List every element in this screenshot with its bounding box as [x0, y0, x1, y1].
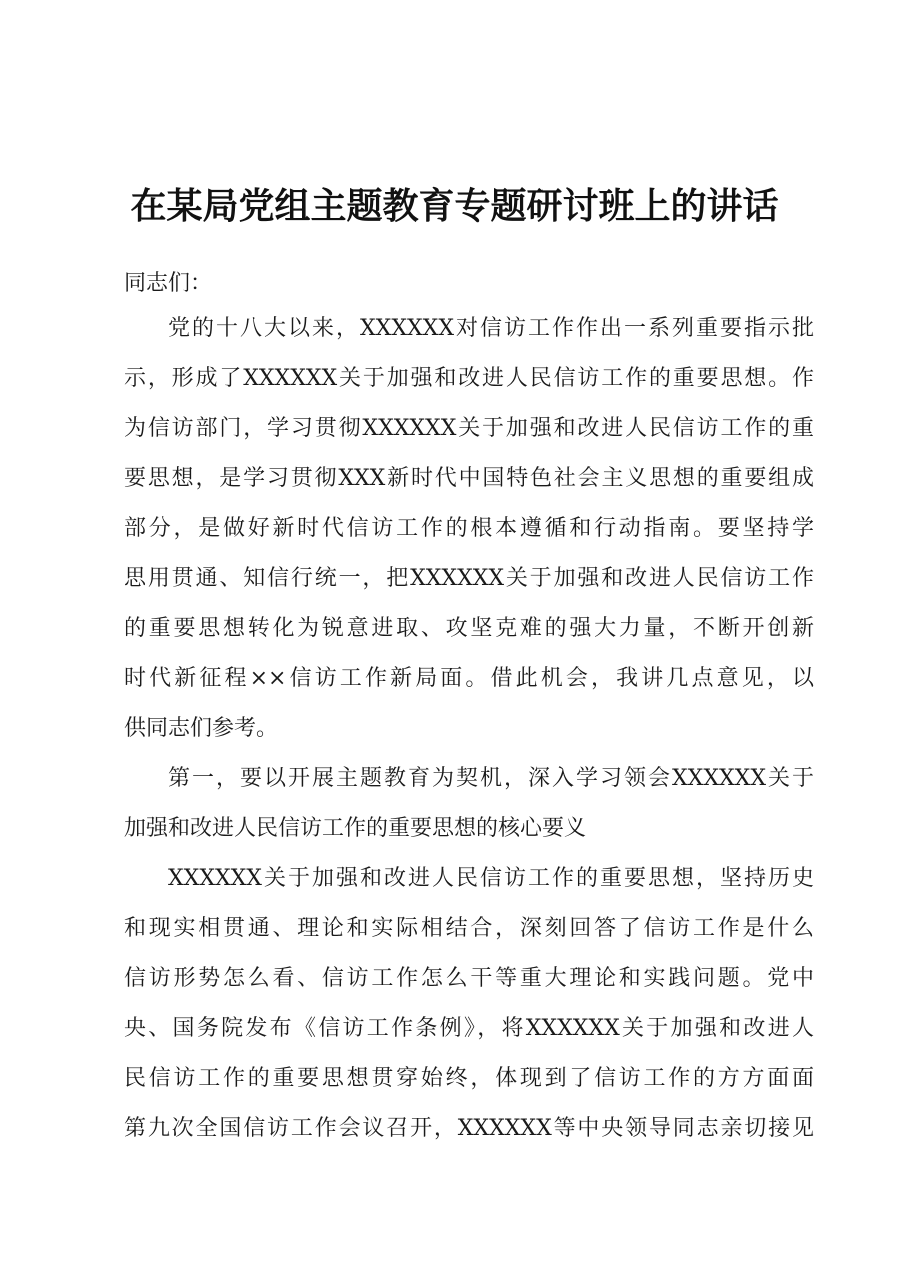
body-line: 民信访工作的重要思想贯穿始终，体现到了信访工作的方方面面 [124, 1066, 814, 1091]
body-line: 时代新征程××信访工作新局面。借此机会，我讲几点意见，以 [124, 666, 814, 691]
body-line: 党的十八大以来，XXXXXX对信访工作作出一系列重要指示批 [168, 316, 814, 341]
salutation: 同志们： [124, 271, 213, 296]
body-line: 为信访部门，学习贯彻XXXXXX关于加强和改进人民信访工作的重 [124, 416, 814, 441]
body-line: 加强和改进人民信访工作的重要思想的核心要义 [124, 816, 587, 841]
body-line: 要思想，是学习贯彻XXX新时代中国特色社会主义思想的重要组成 [124, 466, 814, 491]
body-line: 示，形成了XXXXXX关于加强和改进人民信访工作的重要思想。作 [124, 366, 814, 391]
document-title: 在某局党组主题教育专题研讨班上的讲话 [130, 185, 779, 227]
body-line: 的重要思想转化为锐意进取、攻坚克难的强大力量，不断开创新 [124, 616, 814, 641]
body-line: 第九次全国信访工作会议召开，XXXXXX等中央领导同志亲切接见 [124, 1116, 814, 1141]
body-line: 央、国务院发布《信访工作条例》，将XXXXXX关于加强和改进人 [124, 1016, 814, 1041]
body-line: 和现实相贯通、理论和实际相结合，深刻回答了信访工作是什么 [124, 916, 814, 941]
body-line: 部分，是做好新时代信访工作的根本遵循和行动指南。要坚持学 [124, 516, 814, 541]
body-line: 思用贯通、知信行统一，把XXXXXX关于加强和改进人民信访工作 [124, 566, 814, 591]
body-line: 第一，要以开展主题教育为契机，深入学习领会XXXXXX关于 [168, 766, 814, 791]
body-line: 供同志们参考。 [124, 716, 279, 741]
body-line: XXXXXX关于加强和改进人民信访工作的重要思想，坚持历史 [168, 866, 814, 891]
document-body [124, 304, 814, 1154]
body-line: 信访形势怎么看、信访工作怎么干等重大理论和实践问题。党中 [124, 966, 814, 991]
